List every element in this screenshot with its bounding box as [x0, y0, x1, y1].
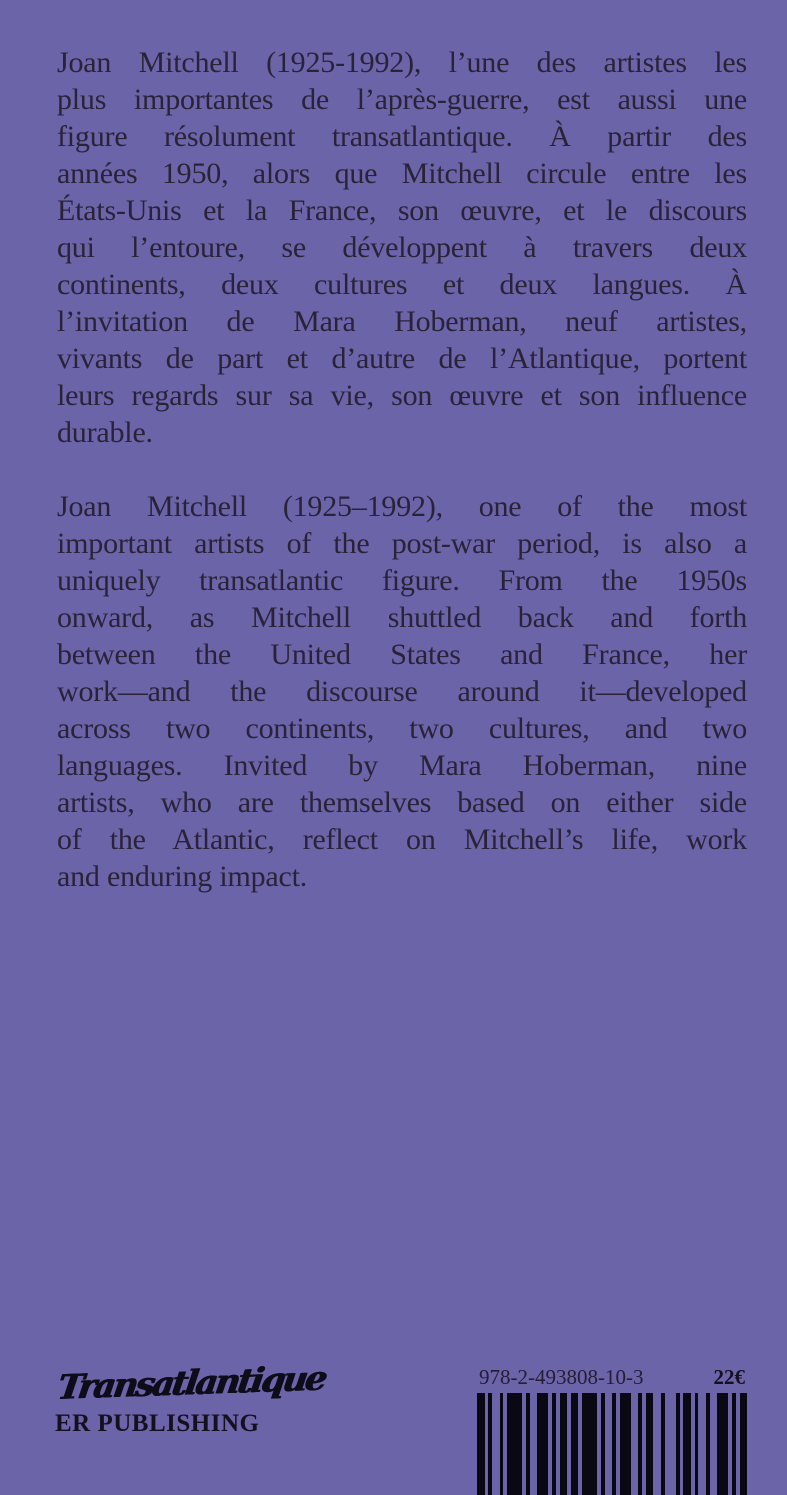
text-line: États-Unis et la France, son œuvre, et le discours	[57, 194, 747, 227]
barcode-gap	[698, 1393, 706, 1495]
text-line: of the Atlantic, reflect on Mitchell’s life, work	[57, 823, 747, 856]
text-line: work—and the discourse around it—developed	[57, 675, 747, 708]
text-line: Joan Mitchell (1925–1992), one of the most	[57, 490, 747, 523]
barcode-image	[477, 1393, 747, 1495]
barcode-gap	[710, 1393, 718, 1495]
text-line: between the United States and France, her	[57, 638, 747, 671]
barcode-gap	[631, 1393, 639, 1495]
text-line: continents, deux cultures et deux langues. À	[57, 268, 747, 301]
text-line: leurs regards sur sa vie, son œuvre et son influence	[57, 379, 747, 412]
barcode-caption	[477, 1364, 747, 1390]
barcode-bar	[740, 1393, 748, 1495]
text-line: and enduring impact.	[57, 860, 308, 893]
barcode-bar	[477, 1393, 485, 1495]
text-line: années 1950, alors que Mitchell circule entre les	[57, 157, 747, 190]
blurb-text-block	[57, 44, 747, 932]
barcode-gap	[530, 1393, 538, 1495]
price-label: 22€	[713, 1365, 745, 1389]
text-line: Joan Mitchell (1925-1992), l’une des artistes les	[57, 46, 747, 79]
text-line: l’invitation de Mara Hoberman, neuf artistes,	[57, 305, 747, 338]
publisher-wordmark: ER PUBLISHING	[55, 1410, 260, 1437]
text-line: plus importantes de l’après-guerre, est aussi une	[57, 83, 747, 116]
text-line: uniquely transatlantic figure. From the 1950s	[57, 564, 747, 597]
text-line: important artists of the post-war period, is also a	[57, 527, 747, 560]
barcode-gap	[492, 1393, 500, 1495]
text-line: artists, who are themselves based on either side	[57, 786, 747, 819]
text-line: figure résolument transatlantique. À partir des	[57, 120, 747, 153]
french-paragraph	[57, 44, 747, 451]
barcode-gap	[605, 1393, 613, 1495]
barcode-bar	[683, 1393, 691, 1495]
barcode-bar	[560, 1393, 568, 1495]
barcode-bar	[537, 1393, 548, 1495]
barcode-bar	[620, 1393, 631, 1495]
barcode-bar	[717, 1393, 728, 1495]
transatlantique-script-logo: Transatlantique	[55, 1358, 328, 1408]
publisher-logo-block	[55, 1358, 328, 1438]
barcode-bar	[507, 1393, 522, 1495]
text-line: vivants de part et d’autre de l’Atlantique, portent	[57, 342, 747, 375]
text-line: languages. Invited by Mara Hoberman, nine	[57, 749, 747, 782]
barcode-gap	[665, 1393, 676, 1495]
text-line: qui l’entoure, se développent à travers deux	[57, 231, 747, 264]
barcode-bar	[582, 1393, 597, 1495]
barcode-block	[477, 1364, 747, 1495]
barcode-bar	[571, 1393, 579, 1495]
text-line: across two continents, two cultures, and two	[57, 712, 747, 745]
isbn-number: 978-2-493808-10-3	[479, 1365, 644, 1389]
text-line: durable.	[57, 416, 153, 449]
barcode-bar	[646, 1393, 654, 1495]
text-line: onward, as Mitchell shuttled back and forth	[57, 601, 747, 634]
english-paragraph	[57, 488, 747, 895]
barcode-gap	[653, 1393, 661, 1495]
